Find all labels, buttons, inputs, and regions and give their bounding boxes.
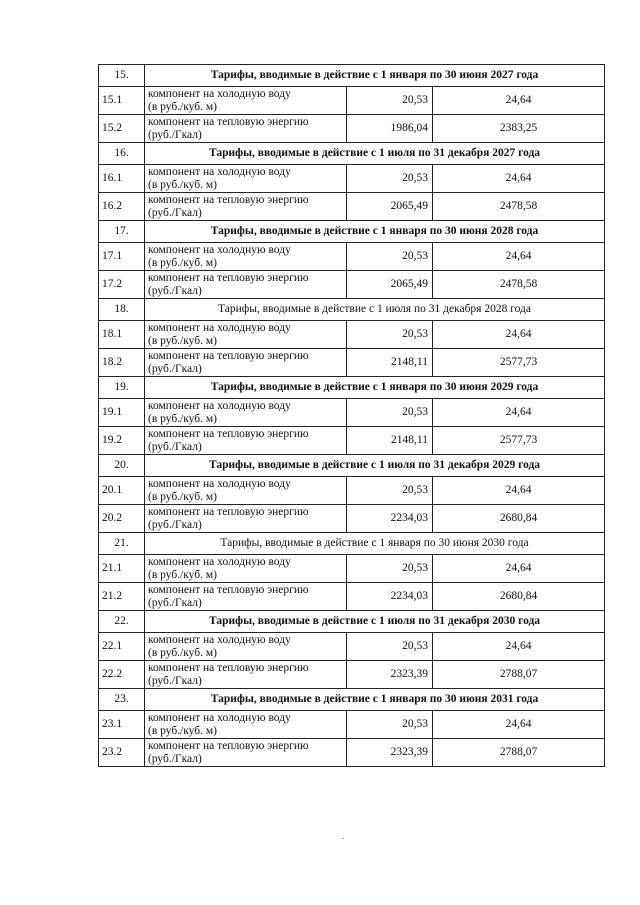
section-title: Тарифы, вводимые в действие с 1 июля по 31 декабря 2030 года bbox=[145, 611, 605, 633]
component-unit: (руб./Гкал) bbox=[148, 518, 202, 531]
section-title: Тарифы, вводимые в действие с 1 января по 30 июня 2027 года bbox=[145, 65, 605, 87]
section-number: 21. bbox=[99, 533, 145, 555]
section-header-row bbox=[99, 533, 605, 555]
tariff-row bbox=[99, 87, 605, 115]
section-header-row bbox=[99, 689, 605, 711]
section-number: 19. bbox=[99, 377, 145, 399]
item-number: 20.2 bbox=[99, 505, 145, 533]
component-unit: (в руб./куб. м) bbox=[148, 646, 217, 659]
component-name: компонент на тепловую энергию bbox=[148, 583, 309, 596]
section-header-row bbox=[99, 455, 605, 477]
tariff-value-1: 20,53 bbox=[347, 555, 433, 583]
tariff-value-2: 2577,73 bbox=[433, 427, 605, 455]
item-number: 21.1 bbox=[99, 555, 145, 583]
component-name: компонент на тепловую энергию bbox=[148, 349, 309, 362]
tariff-value-2: 2788,07 bbox=[433, 739, 605, 767]
tariff-value-1: 2323,39 bbox=[347, 661, 433, 689]
tariff-value-1: 20,53 bbox=[347, 477, 433, 505]
item-number: 16.1 bbox=[99, 165, 145, 193]
component-name: компонент на холодную воду bbox=[148, 711, 291, 724]
component-unit: (в руб./куб. м) bbox=[148, 178, 217, 191]
component-description bbox=[145, 477, 347, 505]
item-number: 17.2 bbox=[99, 271, 145, 299]
component-description bbox=[145, 165, 347, 193]
component-description bbox=[145, 505, 347, 533]
item-number: 19.1 bbox=[99, 399, 145, 427]
item-number: 20.1 bbox=[99, 477, 145, 505]
tariff-row bbox=[99, 427, 605, 455]
tariff-row bbox=[99, 661, 605, 689]
section-title: Тарифы, вводимые в действие с 1 января по 30 июня 2029 года bbox=[145, 377, 605, 399]
component-description bbox=[145, 633, 347, 661]
tariff-row bbox=[99, 711, 605, 739]
tariff-row bbox=[99, 193, 605, 221]
tariff-row bbox=[99, 115, 605, 143]
section-number: 16. bbox=[99, 143, 145, 165]
tariff-value-2: 2478,58 bbox=[433, 193, 605, 221]
component-description bbox=[145, 399, 347, 427]
component-description bbox=[145, 661, 347, 689]
section-header-row bbox=[99, 377, 605, 399]
tariff-table bbox=[98, 64, 605, 767]
tariff-value-2: 24,64 bbox=[433, 711, 605, 739]
tariff-value-2: 2680,84 bbox=[433, 583, 605, 611]
tariff-value-1: 20,53 bbox=[347, 87, 433, 115]
tariff-row bbox=[99, 349, 605, 377]
section-title: Тарифы, вводимые в действие с 1 января по 30 июня 2030 года bbox=[145, 533, 605, 555]
tariff-value-2: 2478,58 bbox=[433, 271, 605, 299]
component-name: компонент на тепловую энергию bbox=[148, 739, 309, 752]
tariff-row bbox=[99, 505, 605, 533]
component-unit: (в руб./куб. м) bbox=[148, 568, 217, 581]
section-title: Тарифы, вводимые в действие с 1 июля по 31 декабря 2029 года bbox=[145, 455, 605, 477]
tariff-row bbox=[99, 477, 605, 505]
section-number: 22. bbox=[99, 611, 145, 633]
component-unit: (в руб./куб. м) bbox=[148, 490, 217, 503]
tariff-value-1: 2323,39 bbox=[347, 739, 433, 767]
tariff-table-body bbox=[99, 65, 605, 767]
tariff-value-2: 24,64 bbox=[433, 477, 605, 505]
tariff-row bbox=[99, 271, 605, 299]
component-description bbox=[145, 243, 347, 271]
tariff-value-2: 24,64 bbox=[433, 165, 605, 193]
component-description bbox=[145, 321, 347, 349]
item-number: 18.1 bbox=[99, 321, 145, 349]
tariff-row bbox=[99, 583, 605, 611]
section-number: 23. bbox=[99, 689, 145, 711]
tariff-value-1: 2065,49 bbox=[347, 271, 433, 299]
component-description bbox=[145, 271, 347, 299]
component-name: компонент на тепловую энергию bbox=[148, 271, 309, 284]
component-unit: (руб./Гкал) bbox=[148, 128, 202, 141]
tariff-value-1: 2234,03 bbox=[347, 583, 433, 611]
component-name: компонент на холодную воду bbox=[148, 243, 291, 256]
tariff-value-1: 20,53 bbox=[347, 321, 433, 349]
component-unit: (руб./Гкал) bbox=[148, 362, 202, 375]
component-name: компонент на холодную воду bbox=[148, 555, 291, 568]
component-name: компонент на холодную воду bbox=[148, 399, 291, 412]
section-header-row bbox=[99, 299, 605, 321]
component-name: компонент на холодную воду bbox=[148, 477, 291, 490]
section-title: Тарифы, вводимые в действие с 1 января по 30 июня 2031 года bbox=[145, 689, 605, 711]
component-description bbox=[145, 349, 347, 377]
tariff-value-2: 24,64 bbox=[433, 243, 605, 271]
component-description bbox=[145, 193, 347, 221]
component-unit: (в руб./куб. м) bbox=[148, 334, 217, 347]
section-title: Тарифы, вводимые в действие с 1 июля по 31 декабря 2027 года bbox=[145, 143, 605, 165]
component-name: компонент на тепловую энергию bbox=[148, 505, 309, 518]
component-description bbox=[145, 427, 347, 455]
component-unit: (руб./Гкал) bbox=[148, 674, 202, 687]
tariff-value-1: 2065,49 bbox=[347, 193, 433, 221]
page-mark bbox=[342, 838, 344, 839]
section-number: 20. bbox=[99, 455, 145, 477]
component-unit: (руб./Гкал) bbox=[148, 440, 202, 453]
section-header-row bbox=[99, 611, 605, 633]
tariff-value-2: 24,64 bbox=[433, 633, 605, 661]
tariff-value-2: 2383,25 bbox=[433, 115, 605, 143]
tariff-value-2: 24,64 bbox=[433, 321, 605, 349]
component-unit: (руб./Гкал) bbox=[148, 752, 202, 765]
tariff-value-2: 24,64 bbox=[433, 555, 605, 583]
section-title: Тарифы, вводимые в действие с 1 июля по 31 декабря 2028 года bbox=[145, 299, 605, 321]
component-description bbox=[145, 739, 347, 767]
component-name: компонент на холодную воду bbox=[148, 165, 291, 178]
item-number: 23.1 bbox=[99, 711, 145, 739]
section-title: Тарифы, вводимые в действие с 1 января по 30 июня 2028 года bbox=[145, 221, 605, 243]
tariff-value-1: 20,53 bbox=[347, 165, 433, 193]
item-number: 18.2 bbox=[99, 349, 145, 377]
item-number: 23.2 bbox=[99, 739, 145, 767]
component-unit: (в руб./куб. м) bbox=[148, 724, 217, 737]
item-number: 16.2 bbox=[99, 193, 145, 221]
component-unit: (в руб./куб. м) bbox=[148, 412, 217, 425]
component-name: компонент на тепловую энергию bbox=[148, 115, 309, 128]
tariff-value-2: 2788,07 bbox=[433, 661, 605, 689]
tariff-row bbox=[99, 555, 605, 583]
tariff-row bbox=[99, 165, 605, 193]
component-description bbox=[145, 711, 347, 739]
item-number: 22.2 bbox=[99, 661, 145, 689]
section-header-row bbox=[99, 143, 605, 165]
component-description bbox=[145, 115, 347, 143]
tariff-value-2: 24,64 bbox=[433, 87, 605, 115]
tariff-row bbox=[99, 633, 605, 661]
tariff-row bbox=[99, 243, 605, 271]
tariff-row bbox=[99, 399, 605, 427]
component-unit: (в руб./куб. м) bbox=[148, 100, 217, 113]
component-name: компонент на холодную воду bbox=[148, 87, 291, 100]
component-unit: (в руб./куб. м) bbox=[148, 256, 217, 269]
component-name: компонент на тепловую энергию bbox=[148, 661, 309, 674]
component-unit: (руб./Гкал) bbox=[148, 206, 202, 219]
section-number: 17. bbox=[99, 221, 145, 243]
tariff-row bbox=[99, 321, 605, 349]
section-header-row bbox=[99, 65, 605, 87]
component-unit: (руб./Гкал) bbox=[148, 284, 202, 297]
component-description bbox=[145, 87, 347, 115]
section-header-row bbox=[99, 221, 605, 243]
component-description bbox=[145, 583, 347, 611]
section-number: 15. bbox=[99, 65, 145, 87]
component-name: компонент на холодную воду bbox=[148, 321, 291, 334]
tariff-value-1: 2148,11 bbox=[347, 349, 433, 377]
tariff-value-2: 2680,84 bbox=[433, 505, 605, 533]
component-name: компонент на тепловую энергию bbox=[148, 427, 309, 440]
item-number: 15.1 bbox=[99, 87, 145, 115]
tariff-value-1: 20,53 bbox=[347, 399, 433, 427]
item-number: 21.2 bbox=[99, 583, 145, 611]
tariff-value-2: 2577,73 bbox=[433, 349, 605, 377]
tariff-value-1: 20,53 bbox=[347, 243, 433, 271]
tariff-value-1: 20,53 bbox=[347, 633, 433, 661]
tariff-value-1: 20,53 bbox=[347, 711, 433, 739]
component-unit: (руб./Гкал) bbox=[148, 596, 202, 609]
tariff-value-1: 2148,11 bbox=[347, 427, 433, 455]
item-number: 15.2 bbox=[99, 115, 145, 143]
component-description bbox=[145, 555, 347, 583]
item-number: 19.2 bbox=[99, 427, 145, 455]
item-number: 17.1 bbox=[99, 243, 145, 271]
tariff-value-2: 24,64 bbox=[433, 399, 605, 427]
tariff-value-1: 1986,04 bbox=[347, 115, 433, 143]
component-name: компонент на тепловую энергию bbox=[148, 193, 309, 206]
tariff-value-1: 2234,03 bbox=[347, 505, 433, 533]
item-number: 22.1 bbox=[99, 633, 145, 661]
section-number: 18. bbox=[99, 299, 145, 321]
component-name: компонент на холодную воду bbox=[148, 633, 291, 646]
tariff-row bbox=[99, 739, 605, 767]
